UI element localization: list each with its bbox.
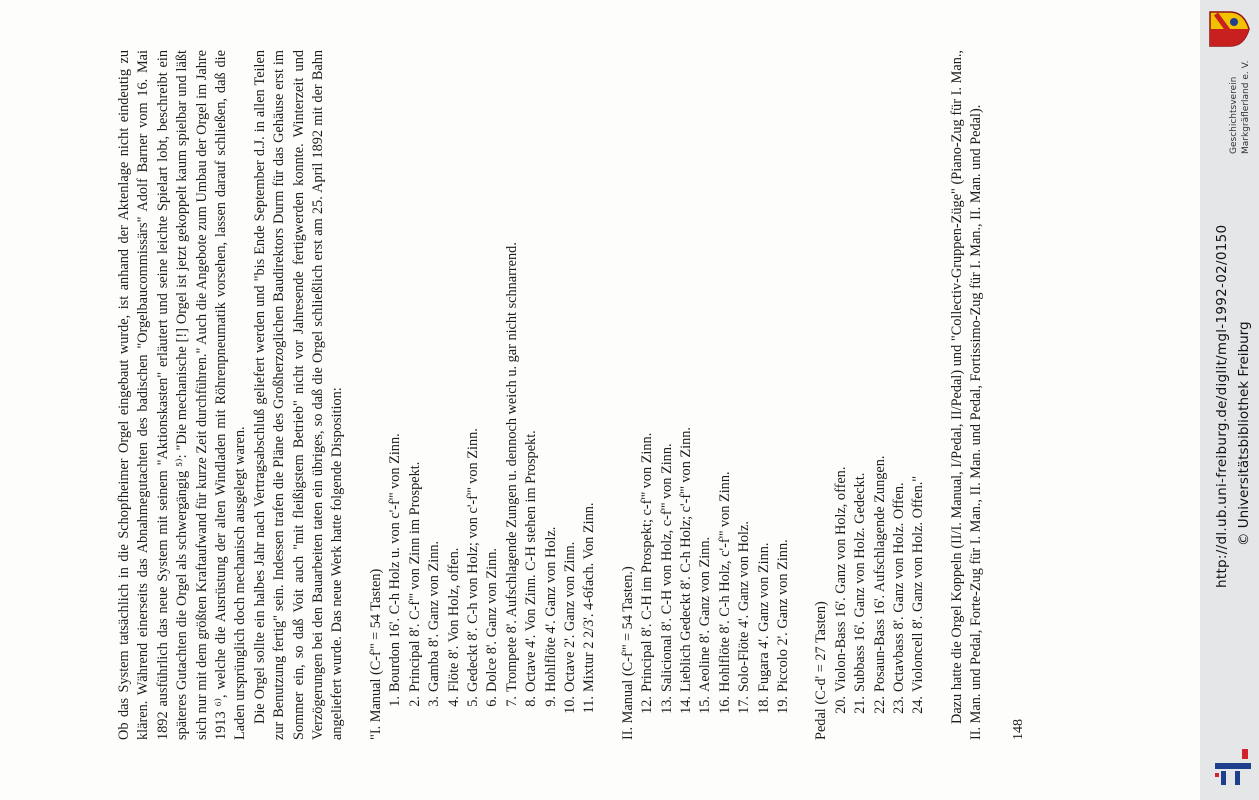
stop-item: 24. Violoncell 8'. Ganz von Holz. Offen.": [910, 475, 927, 714]
university-library-logo-icon[interactable]: [1211, 745, 1255, 789]
stop-item: 1. Bourdon 16'. C-h Holz u. von c'-f''' von Zinn.: [387, 433, 404, 707]
stop-item: 15. Aeoline 8'. Ganz von Zinn.: [697, 536, 714, 714]
stop-item: 8. Octave 4'. Von Zinn. C-H stehen im Prospekt.: [523, 430, 540, 707]
manual-2-stop-list: [638, 50, 793, 740]
rotated-text-block: [115, 50, 1200, 740]
stop-item: 20. Violon-Bass 16'. Ganz von Holz, offen.: [832, 466, 849, 714]
stop-item: 6. Dolce 8'. Ganz von Zinn.: [484, 548, 501, 707]
stop-item: 14. Lieblich Gedeckt 8'. C-h Holz; c'-f''' von Zinn.: [677, 427, 694, 714]
stop-item: 16. Hohlflöte 8'. C-h Holz, c'-f''' von Zinn.: [716, 471, 733, 714]
page-number: 148: [1010, 719, 1026, 740]
manual-1-stop-list: [386, 50, 599, 740]
society-name-line-1: Geschichtsverein: [1229, 76, 1239, 154]
stop-item: 9. Hohlflöte 4'. Ganz von Holz.: [542, 526, 559, 707]
coat-of-arms-icon: [1206, 8, 1252, 50]
manual-2-heading: II. Manual (C-f''' = 54 Tasten.): [619, 566, 636, 740]
pedal-heading: Pedal (C-d' = 27 Tasten): [813, 601, 830, 740]
stop-item: 18. Fugara 4'. Ganz von Zinn.: [755, 542, 772, 714]
permalink-url[interactable]: http://dl.ub.uni-freiburg.de/diglit/mgl-1992-02/0150: [1214, 224, 1230, 588]
body-paragraph-2: Die Orgel sollte ein halbes Jahr nach Vertragsabschluß geliefert werden und "bis Ende September d.J. in allen Teilen zur Benutzung fertig" sein. Indessen trafen die Pläne des Großherzoglichen Baudirektors Durm für das Gehäuse erst im Sommer ein, so daß Voit auch "mit fleißigstem Betrieb" nicht vor Jahresende fertigwerden konnte. Winterzeit und Verzögerungen bei den Bauarbeiten taten ein übriges, so daß die Orgel schließlich erst am 25. April 1892 mit der Bahn angeliefert wurde. Das neue Werk hatte folgende Disposition:: [251, 50, 346, 740]
body-paragraph-1: Ob das System tatsächlich in die Schopfheimer Orgel eingebaut wurde, ist anhand der Aktenlage nicht eindeutig zu klären. Während einerseits das Abnahmegutachten des badischen "Orgelbaucommissärs" Adolf Barner vom 16. Mai 1892 ausführlich das neue System mit seinem "Aktionskasten" erläutert und seine leichte Spielart lobt, beschreibt ein späteres Gutachten die Orgel als schwergängig ⁵⁾: "Die mechanische [!] Orgel ist jetzt gekoppelt kaum spielbar und läßt sich nur mit dem größten Kraftaufwand für kurze Zeit durchführen." Auch die Angebote zum Umbau der Orgel im Jahre 1913 ⁶⁾, welche die Ausrüstung der alten Windladen mit Röhrenpneumatik vorsehen, lassen darauf schließen, daß die Laden ursprünglich doch mechanisch ausgelegt waren.: [116, 50, 249, 740]
copyright-notice: © Universitätsbibliothek Freiburg: [1236, 321, 1252, 546]
stop-item: 10. Octave 2'. Ganz von Zinn.: [561, 541, 578, 714]
stop-item: 11. Mixtur 2 2/3'. 4-6fach. Von Zinn.: [581, 502, 598, 714]
stop-item: 19. Piccolo 2'. Ganz von Zinn.: [775, 539, 791, 714]
stop-item: 13. Salicional 8'. C-H von Holz, c-f''' von Zinn.: [658, 443, 675, 714]
stop-item: 17. Solo-Flöte 4'. Ganz von Holz.: [736, 521, 753, 714]
manual-1-heading: "I. Manual (C-f''' = 54 Tasten): [367, 568, 384, 740]
closing-paragraph: Dazu hatte die Orgel Koppeln (II/I. Manual, I/Pedal, II/Pedal) und "Collectiv-Gruppen-Züge" (Piano-Zug für I. Man., II. Man. und Pedal, Forte-Zug für I. Man., II. Man. und Pedal, Fortissimo-Zug für I. Man., II. Man. und Pedal).: [948, 50, 985, 740]
stop-item: 5. Gedeckt 8'. C-h von Holz; von c'-f''' von Zinn.: [464, 428, 481, 707]
stop-item: 22. Posaun-Bass 16'. Aufschlagende Zungen.: [871, 455, 888, 714]
stop-item: 4. Flöte 8'. Von Holz, offen.: [445, 547, 462, 707]
pedal-stop-list: [832, 50, 929, 740]
stop-item: 23. Octavbass 8'. Ganz von Holz. Offen.: [891, 482, 908, 714]
society-name-line-2: Markgräflerland e. V.: [1241, 60, 1251, 154]
stop-item: 3. Gamba 8'. Ganz von Zinn.: [426, 540, 443, 707]
stop-item: 7. Trompete 8'. Aufschlagende Zungen u. dennoch weich u. gar nicht schnarrend.: [503, 242, 520, 707]
stop-item: 2. Principal 8'. C-f''' von Zinn im Prospekt.: [406, 461, 423, 707]
stop-item: 12. Principal 8'. C-H im Prospekt; c-f''' von Zinn.: [639, 432, 656, 714]
stop-item: 21. Subbass 16'. Ganz von Holz. Gedeckt.: [852, 472, 869, 714]
